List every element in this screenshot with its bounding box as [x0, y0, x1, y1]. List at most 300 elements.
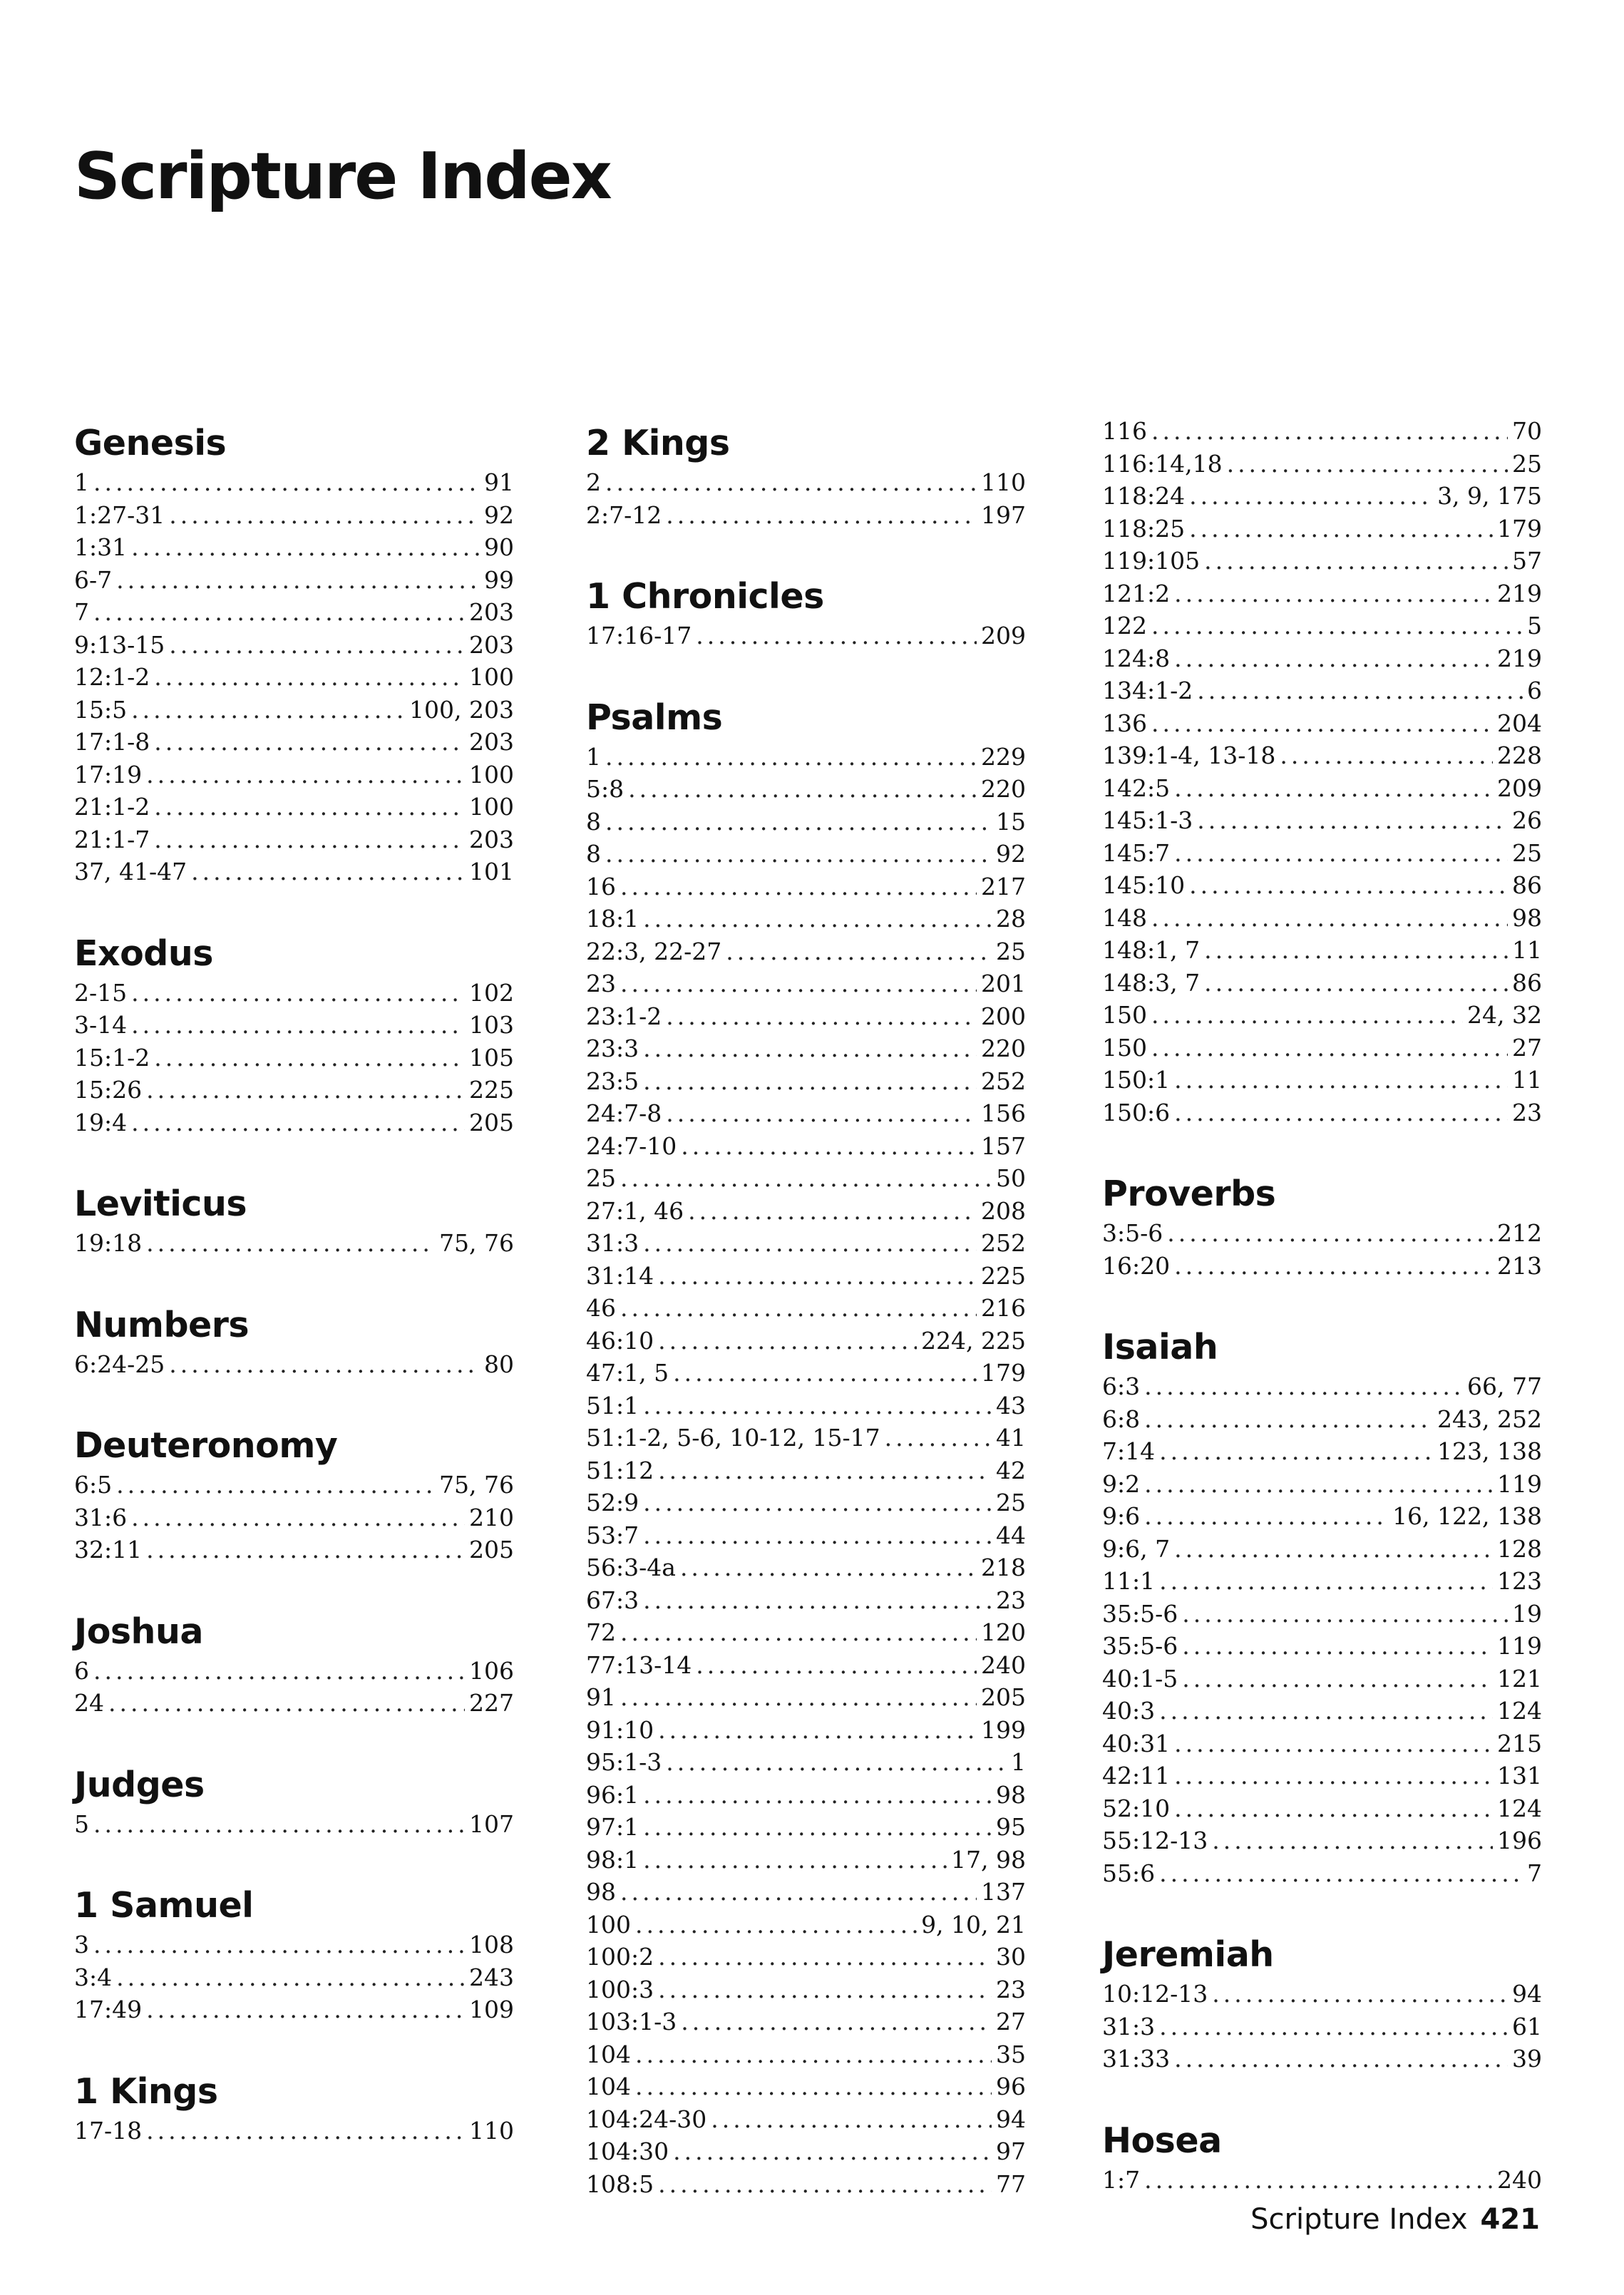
dot-leader: [1212, 1824, 1493, 1857]
index-entry: [74, 791, 514, 823]
index-entry: [586, 1941, 1026, 1973]
dot-leader: [635, 2070, 992, 2103]
verse-reference: 6: [74, 1656, 89, 1685]
verse-reference: 15:1-2: [74, 1043, 150, 1072]
dot-leader: [666, 1000, 977, 1033]
page-references: 86: [1512, 871, 1542, 899]
page-references: 220: [981, 1034, 1026, 1062]
verse-reference: 134:1-2: [1102, 677, 1193, 704]
page-footer: [1250, 2202, 1540, 2237]
index-entry: [74, 726, 514, 759]
index-entry: [74, 629, 514, 662]
verse-reference: 10:12-13: [1102, 1980, 1208, 2008]
page-references: 100, 203: [409, 695, 514, 724]
dot-leader: [643, 1487, 992, 1519]
dot-leader: [681, 2006, 992, 2038]
verse-reference: 23: [586, 970, 616, 997]
index-entry: [74, 661, 514, 694]
verse-reference: 31:3: [1102, 2012, 1156, 2040]
dot-leader: [1174, 1727, 1493, 1760]
page-references: 77: [996, 2170, 1026, 2198]
dot-leader: [681, 1130, 977, 1163]
index-entry: [586, 1325, 1026, 1357]
dot-leader: [1144, 1468, 1493, 1501]
index-entry: [1102, 1500, 1542, 1533]
page-references: 209: [981, 622, 1026, 650]
index-entry: [586, 1130, 1026, 1163]
verse-reference: 23:1-2: [586, 1002, 662, 1030]
verse-reference: 150: [1102, 1033, 1147, 1062]
book-section: [74, 1176, 514, 1260]
dot-leader: [116, 1961, 465, 1994]
index-entry: [74, 2115, 514, 2147]
index-entry: [586, 1714, 1026, 1747]
page-references: 225: [981, 1261, 1026, 1290]
page-references: 119: [1497, 1632, 1542, 1660]
book-section: [586, 689, 1026, 2201]
page-references: 25: [996, 1489, 1026, 1516]
dot-leader: [1189, 869, 1508, 902]
index-entry: [586, 1584, 1026, 1617]
book-heading: Judges: [74, 1764, 205, 1805]
dot-leader: [1151, 707, 1493, 740]
index-entry: [74, 1042, 514, 1074]
dot-leader: [605, 806, 992, 838]
verse-reference: 116: [1102, 417, 1147, 445]
index-entry: [586, 1876, 1026, 1909]
dot-leader: [1174, 837, 1508, 870]
index-entry: [586, 2038, 1026, 2071]
verse-reference: 116:14,18: [1102, 449, 1223, 478]
verse-reference: 91:10: [586, 1715, 654, 1744]
dot-leader: [628, 773, 977, 806]
index-entry: [1102, 1468, 1542, 1501]
dot-leader: [154, 661, 465, 694]
verse-reference: 24:7-8: [586, 1099, 662, 1127]
dot-leader: [116, 564, 480, 597]
verse-reference: 100:3: [586, 1975, 654, 2003]
index-entry: [586, 1844, 1026, 1876]
verse-reference: 148: [1102, 903, 1147, 932]
verse-reference: 47:1, 5: [586, 1359, 669, 1387]
page-references: 3, 9, 175: [1437, 482, 1542, 510]
dot-leader: [673, 1357, 977, 1390]
page-references: 179: [1497, 514, 1542, 543]
verse-reference: 9:13-15: [74, 630, 165, 659]
book-section: [74, 1603, 514, 1720]
index-entry: [586, 1097, 1026, 1130]
dot-leader: [666, 1097, 977, 1130]
index-entry: [1102, 448, 1542, 481]
verse-reference: 52:10: [1102, 1794, 1171, 1822]
page-references: 197: [981, 500, 1026, 529]
page-references: 24, 32: [1467, 1001, 1542, 1029]
index-column-2: [586, 415, 1026, 2200]
page-references: 224, 225: [921, 1326, 1026, 1355]
index-entry: [1102, 1824, 1542, 1857]
page-references: 102: [469, 978, 514, 1007]
verse-reference: 16: [586, 872, 616, 900]
page-references: 227: [469, 1689, 514, 1717]
book-heading: 1 Kings: [74, 2070, 218, 2112]
dot-leader: [1174, 577, 1493, 610]
page-references: 200: [981, 1002, 1026, 1030]
dot-leader: [658, 1973, 992, 2006]
page-references: 203: [469, 598, 514, 626]
index-entry: [1102, 837, 1542, 870]
page-number: 421: [1480, 2203, 1540, 2236]
index-entry: [74, 499, 514, 532]
book-heading: Jeremiah: [1102, 1934, 1274, 1975]
page-references: 100: [469, 793, 514, 821]
verse-reference: 97:1: [586, 1813, 639, 1841]
page-references: 199: [981, 1715, 1026, 1744]
page-references: 107: [469, 1809, 514, 1838]
dot-leader: [620, 967, 977, 1000]
page-references: 61: [1512, 2012, 1542, 2040]
page-references: 11: [1512, 936, 1542, 964]
dot-leader: [1151, 902, 1508, 935]
page-references: 105: [469, 1043, 514, 1072]
dot-leader: [885, 1422, 992, 1454]
verse-reference: 124:8: [1102, 644, 1171, 672]
dot-leader: [643, 903, 992, 935]
verse-reference: 23:3: [586, 1034, 639, 1062]
index-entry: [1102, 707, 1542, 740]
dot-leader: [658, 1260, 977, 1293]
dot-leader: [726, 935, 992, 968]
dot-leader: [1189, 480, 1433, 513]
book-section: [586, 415, 1026, 531]
verse-reference: 148:1, 7: [1102, 936, 1201, 964]
verse-reference: 104:30: [586, 2137, 669, 2165]
book-heading: Isaiah: [1102, 1327, 1218, 1367]
index-entry: [586, 838, 1026, 871]
book-section: [586, 568, 1026, 652]
verse-reference: 145:10: [1102, 871, 1186, 899]
index-entry: [1102, 2043, 1542, 2075]
dot-leader: [1204, 934, 1508, 967]
page-references: 23: [1512, 1098, 1542, 1126]
dot-leader: [680, 1551, 977, 1584]
index-entry: [586, 1519, 1026, 1552]
verse-reference: 51:1-2, 5-6, 10-12, 15-17: [586, 1424, 880, 1452]
index-entry: [586, 2168, 1026, 2201]
page-references: 16, 122, 138: [1392, 1502, 1542, 1530]
dot-leader: [620, 1292, 977, 1325]
page-references: 243, 252: [1437, 1405, 1542, 1433]
dot-leader: [696, 1649, 977, 1682]
index-entry: [74, 466, 514, 499]
index-entry: [74, 1107, 514, 1139]
verse-reference: 3-14: [74, 1011, 128, 1039]
dot-leader: [1189, 513, 1493, 545]
index-entry: [586, 1779, 1026, 1812]
index-entry: [1102, 480, 1542, 513]
verse-reference: 6:24-25: [74, 1350, 165, 1378]
index-column-3: [1102, 415, 1542, 2196]
page-references: 26: [1512, 806, 1542, 834]
verse-reference: 46:10: [586, 1326, 654, 1355]
book-heading: Exodus: [74, 933, 213, 974]
book-section: [74, 415, 514, 888]
index-entry: [586, 806, 1026, 838]
dot-leader: [1197, 674, 1523, 707]
page-references: 9, 10, 21: [921, 1910, 1026, 1939]
page-references: 124: [1497, 1794, 1542, 1822]
dot-leader: [1151, 1032, 1508, 1064]
dot-leader: [1174, 1760, 1493, 1792]
verse-reference: 104: [586, 2040, 631, 2068]
page-references: 98: [1512, 903, 1542, 932]
verse-reference: 122: [1102, 612, 1147, 640]
verse-reference: 2-15: [74, 978, 128, 1007]
page-references: 98: [996, 1780, 1026, 1809]
dot-leader: [643, 1390, 992, 1422]
dot-leader: [643, 1227, 977, 1260]
dot-leader: [1144, 2164, 1493, 2197]
book-section: [74, 1877, 514, 2026]
index-entry: [1102, 967, 1542, 1000]
dot-leader: [1151, 610, 1523, 642]
index-entry: [1102, 1403, 1542, 1436]
dot-leader: [108, 1687, 465, 1720]
verse-reference: 145:7: [1102, 838, 1171, 867]
dot-leader: [131, 531, 480, 564]
verse-reference: 118:24: [1102, 482, 1186, 510]
verse-reference: 17:19: [74, 760, 143, 789]
index-entry: [1102, 642, 1542, 675]
page-references: 96: [996, 2073, 1026, 2100]
verse-reference: 142:5: [1102, 774, 1171, 802]
index-entry: [74, 596, 514, 629]
dot-leader: [1151, 999, 1463, 1032]
verse-reference: 2: [586, 468, 601, 496]
index-entry: [586, 2135, 1026, 2168]
footer-label: Scripture Index: [1250, 2203, 1468, 2236]
dot-leader: [1159, 1435, 1433, 1468]
index-entry: [1102, 1857, 1542, 1890]
dot-leader: [146, 1534, 465, 1566]
index-entry: [1102, 1760, 1542, 1792]
index-entry: [586, 1746, 1026, 1779]
index-entry: [586, 1357, 1026, 1390]
book-section: [1102, 415, 1542, 1129]
index-entry: [586, 1227, 1026, 1260]
page-references: 70: [1512, 417, 1542, 445]
page-references: 109: [469, 1996, 514, 2023]
page-references: 252: [981, 1067, 1026, 1095]
page-references: 100: [469, 760, 514, 789]
book-heading: Genesis: [74, 423, 227, 463]
book-heading: Psalms: [586, 697, 723, 738]
page-references: 240: [1497, 2165, 1542, 2194]
page-references: 19: [1512, 1599, 1542, 1628]
dot-leader: [146, 1074, 465, 1107]
index-entry: [74, 823, 514, 856]
verse-reference: 118:25: [1102, 514, 1186, 543]
verse-reference: 42:11: [1102, 1762, 1171, 1790]
verse-reference: 21:1-2: [74, 793, 150, 821]
index-entry: [1102, 1663, 1542, 1695]
verse-reference: 9:2: [1102, 1469, 1141, 1498]
index-entry: [586, 1909, 1026, 1941]
verse-reference: 1:27-31: [74, 500, 165, 529]
index-entry: [1102, 545, 1542, 577]
page-references: 203: [469, 728, 514, 756]
verse-reference: 67:3: [586, 1586, 639, 1614]
verse-reference: 55:12-13: [1102, 1827, 1208, 1854]
index-entry: [1102, 869, 1542, 902]
page-references: 217: [981, 872, 1026, 900]
page-references: 110: [469, 2116, 514, 2145]
index-entry: [1102, 902, 1542, 935]
page-references: 50: [996, 1164, 1026, 1192]
verse-reference: 12:1-2: [74, 663, 150, 691]
page-references: 103: [469, 1011, 514, 1039]
verse-reference: 100:2: [586, 1943, 654, 1971]
index-entry: [1102, 1370, 1542, 1403]
dot-leader: [1174, 772, 1493, 805]
verse-reference: 22:3, 22-27: [586, 937, 722, 965]
index-entry: [1102, 1727, 1542, 1760]
index-entry: [1102, 999, 1542, 1032]
index-entry: [586, 871, 1026, 903]
dot-leader: [93, 1655, 465, 1688]
page-references: 27: [996, 2008, 1026, 2035]
index-entry: [1102, 674, 1542, 707]
index-entry: [586, 1032, 1026, 1065]
dot-leader: [643, 1032, 977, 1065]
page-references: 43: [996, 1391, 1026, 1419]
dot-leader: [1159, 1565, 1493, 1598]
verse-reference: 27:1, 46: [586, 1196, 684, 1225]
index-entry: [74, 531, 514, 564]
dot-leader: [658, 1454, 992, 1487]
dot-leader: [146, 1227, 435, 1260]
verse-reference: 96:1: [586, 1780, 639, 1809]
page-references: 123: [1497, 1567, 1542, 1595]
dot-leader: [658, 1941, 992, 1973]
verse-reference: 15:26: [74, 1076, 143, 1104]
page-references: 179: [981, 1359, 1026, 1387]
index-entry: [586, 1162, 1026, 1195]
page-references: 243: [469, 1963, 514, 1991]
dot-leader: [154, 791, 465, 823]
verse-reference: 91: [586, 1683, 616, 1711]
verse-reference: 104: [586, 2073, 631, 2100]
index-entry: [1102, 513, 1542, 545]
dot-leader: [643, 1065, 977, 1098]
verse-reference: 9:6: [1102, 1502, 1141, 1530]
page-references: 91: [484, 468, 514, 496]
page-references: 25: [1512, 838, 1542, 867]
index-entry: [74, 977, 514, 1010]
dot-leader: [620, 1162, 992, 1195]
verse-reference: 17:1-8: [74, 728, 150, 756]
verse-reference: 32:11: [74, 1536, 143, 1564]
index-entry: [1102, 1533, 1542, 1566]
dot-leader: [658, 2168, 992, 2201]
index-entry: [586, 1811, 1026, 1844]
dot-leader: [93, 1808, 465, 1841]
dot-leader: [154, 823, 465, 856]
dot-leader: [1174, 1250, 1493, 1283]
index-entry: [1102, 415, 1542, 448]
dot-leader: [605, 838, 992, 871]
page-references: 252: [981, 1229, 1026, 1257]
verse-reference: 6:3: [1102, 1372, 1141, 1400]
page-references: 205: [981, 1683, 1026, 1711]
page-references: 205: [469, 1536, 514, 1564]
verse-reference: 1: [74, 468, 89, 496]
verse-reference: 35:5-6: [1102, 1632, 1178, 1660]
dot-leader: [1182, 1630, 1493, 1663]
index-entry: [74, 564, 514, 597]
verse-reference: 31:6: [74, 1503, 128, 1531]
book-heading: Joshua: [74, 1611, 203, 1652]
page-references: 219: [1497, 644, 1542, 672]
index-entry: [1102, 1792, 1542, 1825]
page-references: 100: [469, 663, 514, 691]
page-title: Scripture Index: [74, 139, 611, 214]
verse-reference: 31:3: [586, 1229, 639, 1257]
index-entry: [74, 856, 514, 888]
page-references: 219: [1497, 579, 1542, 607]
page-references: 92: [996, 840, 1026, 868]
book-heading: Numbers: [74, 1304, 250, 1345]
page-references: 128: [1497, 1534, 1542, 1563]
verse-reference: 52:9: [586, 1489, 639, 1516]
verse-reference: 95:1-3: [586, 1748, 662, 1776]
book-heading: 1 Chronicles: [586, 576, 824, 617]
page-references: 213: [1497, 1251, 1542, 1280]
verse-reference: 17-18: [74, 2116, 143, 2145]
verse-reference: 25: [586, 1164, 616, 1192]
verse-reference: 51:1: [586, 1391, 639, 1419]
verse-reference: 6-7: [74, 565, 113, 594]
page-references: 203: [469, 630, 514, 659]
page-references: 30: [996, 1943, 1026, 1971]
page-references: 42: [996, 1456, 1026, 1484]
index-entry: [1102, 2164, 1542, 2197]
index-entry: [586, 1292, 1026, 1325]
dot-leader: [1197, 804, 1508, 837]
dot-leader: [131, 1009, 465, 1042]
index-entry: [1102, 934, 1542, 967]
verse-reference: 9:6, 7: [1102, 1534, 1171, 1563]
verse-reference: 3: [74, 1931, 89, 1958]
index-entry: [586, 935, 1026, 968]
index-entry: [1102, 804, 1542, 837]
book-section: [74, 925, 514, 1139]
index-entry: [1102, 1630, 1542, 1663]
index-entry: [74, 1009, 514, 1042]
page-references: 131: [1497, 1762, 1542, 1790]
index-entry: [1102, 1435, 1542, 1468]
verse-reference: 31:14: [586, 1261, 654, 1290]
dot-leader: [131, 694, 405, 727]
page-references: 94: [1512, 1980, 1542, 2008]
book-heading: Hosea: [1102, 2120, 1222, 2161]
page-references: 97: [996, 2137, 1026, 2165]
dot-leader: [191, 856, 465, 888]
page-references: 106: [469, 1656, 514, 1685]
index-entry: [586, 1616, 1026, 1649]
dot-leader: [711, 2103, 992, 2136]
page-references: 203: [469, 825, 514, 853]
book-heading: Proverbs: [1102, 1174, 1276, 1214]
